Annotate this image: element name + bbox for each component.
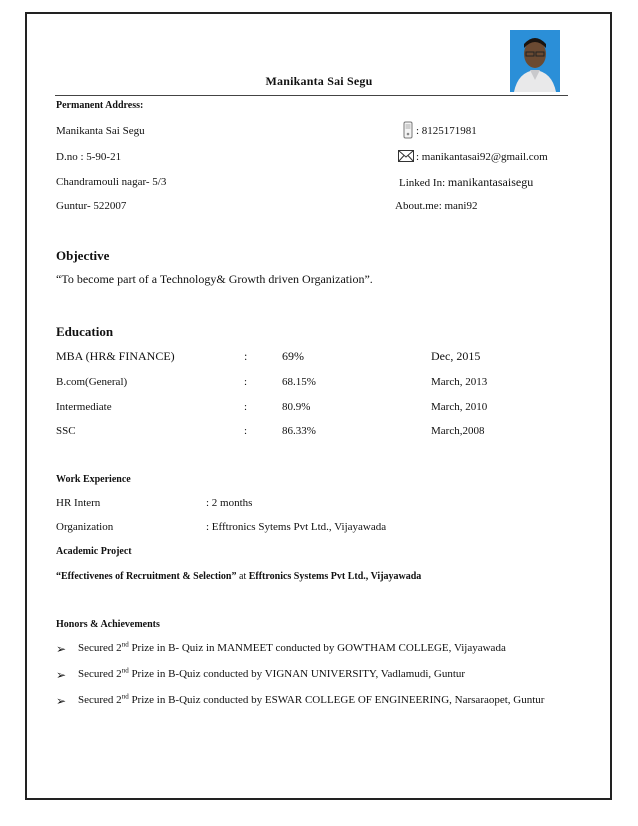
honor-text xyxy=(78,668,465,680)
edu-separator: : xyxy=(244,376,248,388)
honor-post: Prize in B-Quiz conducted by ESWAR COLLEGE OF ENGINEERING, Narsaraopet, Guntur xyxy=(128,694,545,706)
edu-score: 80.9% xyxy=(282,401,311,413)
honor-item xyxy=(56,692,545,709)
honor-text xyxy=(78,642,506,654)
address-line-city: Guntur- 522007 xyxy=(56,200,127,212)
phone-icon xyxy=(403,121,413,144)
linkedin-line xyxy=(399,175,533,190)
honors-heading: Honors & Achievements xyxy=(56,619,160,630)
project-at: at xyxy=(236,571,249,582)
work-org-label: Organization xyxy=(56,521,114,533)
address-line-street: Chandramouli nagar- 5/3 xyxy=(56,176,167,188)
work-role-value: : 2 months xyxy=(206,497,253,509)
address-line-name: Manikanta Sai Segu xyxy=(56,125,145,137)
honor-pre: Secured 2 xyxy=(78,668,122,680)
honor-sup: nd xyxy=(121,692,129,701)
aboutme-line: About.me: mani92 xyxy=(395,200,478,212)
honor-post: Prize in B- Quiz in MANMEET conducted by GOWTHAM COLLEGE, Vijayawada xyxy=(128,642,506,654)
header-divider xyxy=(55,95,568,96)
candidate-name: Manikanta Sai Segu xyxy=(265,74,373,88)
linkedin-value: manikantasaisegu xyxy=(447,175,534,189)
honor-item xyxy=(56,640,506,657)
honor-sup: nd xyxy=(121,666,129,675)
honor-sup: nd xyxy=(121,640,129,649)
edu-degree: Intermediate xyxy=(56,401,112,413)
honor-pre: Secured 2 xyxy=(78,694,122,706)
project-heading: Academic Project xyxy=(56,546,132,557)
address-heading: Permanent Address: xyxy=(56,100,144,111)
edu-score: 68.15% xyxy=(282,376,316,388)
mail-icon xyxy=(398,149,414,167)
education-heading: Education xyxy=(56,324,114,339)
honor-pre: Secured 2 xyxy=(78,642,122,654)
edu-separator: : xyxy=(244,401,248,413)
project-title: “Effectivenes of Recruitment & Selection” xyxy=(56,571,237,582)
arrow-bullet-icon: ➢ xyxy=(56,694,67,708)
work-heading: Work Experience xyxy=(56,474,131,485)
work-org-value: : Efftronics Sytems Pvt Ltd., Vijayawada xyxy=(206,521,387,533)
project-org: Efftronics Systems Pvt Ltd., Vijayawada xyxy=(248,571,422,582)
objective-text: “To become part of a Technology& Growth driven Organization”. xyxy=(56,272,373,286)
linkedin-label: Linked In: xyxy=(399,177,448,189)
arrow-bullet-icon: ➢ xyxy=(56,668,67,682)
project-line xyxy=(56,571,421,582)
work-role-label: HR Intern xyxy=(56,497,101,509)
edu-date: March, 2013 xyxy=(431,376,488,388)
edu-separator: : xyxy=(244,349,248,363)
honor-item xyxy=(56,666,466,683)
edu-degree: MBA (HR& FINANCE) xyxy=(56,349,175,363)
arrow-bullet-icon: ➢ xyxy=(56,642,67,656)
edu-degree: B.com(General) xyxy=(56,376,128,388)
phone-number: : 8125171981 xyxy=(416,125,477,137)
email-address: : manikantasai92@gmail.com xyxy=(416,151,548,163)
address-line-door: D.no : 5-90-21 xyxy=(56,151,122,163)
honor-post: Prize in B-Quiz conducted by VIGNAN UNIVERSITY, Vadlamudi, Guntur xyxy=(128,668,466,680)
edu-degree: SSC xyxy=(56,425,76,437)
edu-separator: : xyxy=(244,425,248,437)
objective-heading: Objective xyxy=(56,248,110,263)
edu-score: 86.33% xyxy=(282,425,316,437)
edu-score: 69% xyxy=(282,349,304,363)
honor-text xyxy=(78,694,544,706)
edu-date: March, 2010 xyxy=(431,401,488,413)
edu-date: March,2008 xyxy=(431,425,485,437)
edu-date: Dec, 2015 xyxy=(431,349,481,363)
